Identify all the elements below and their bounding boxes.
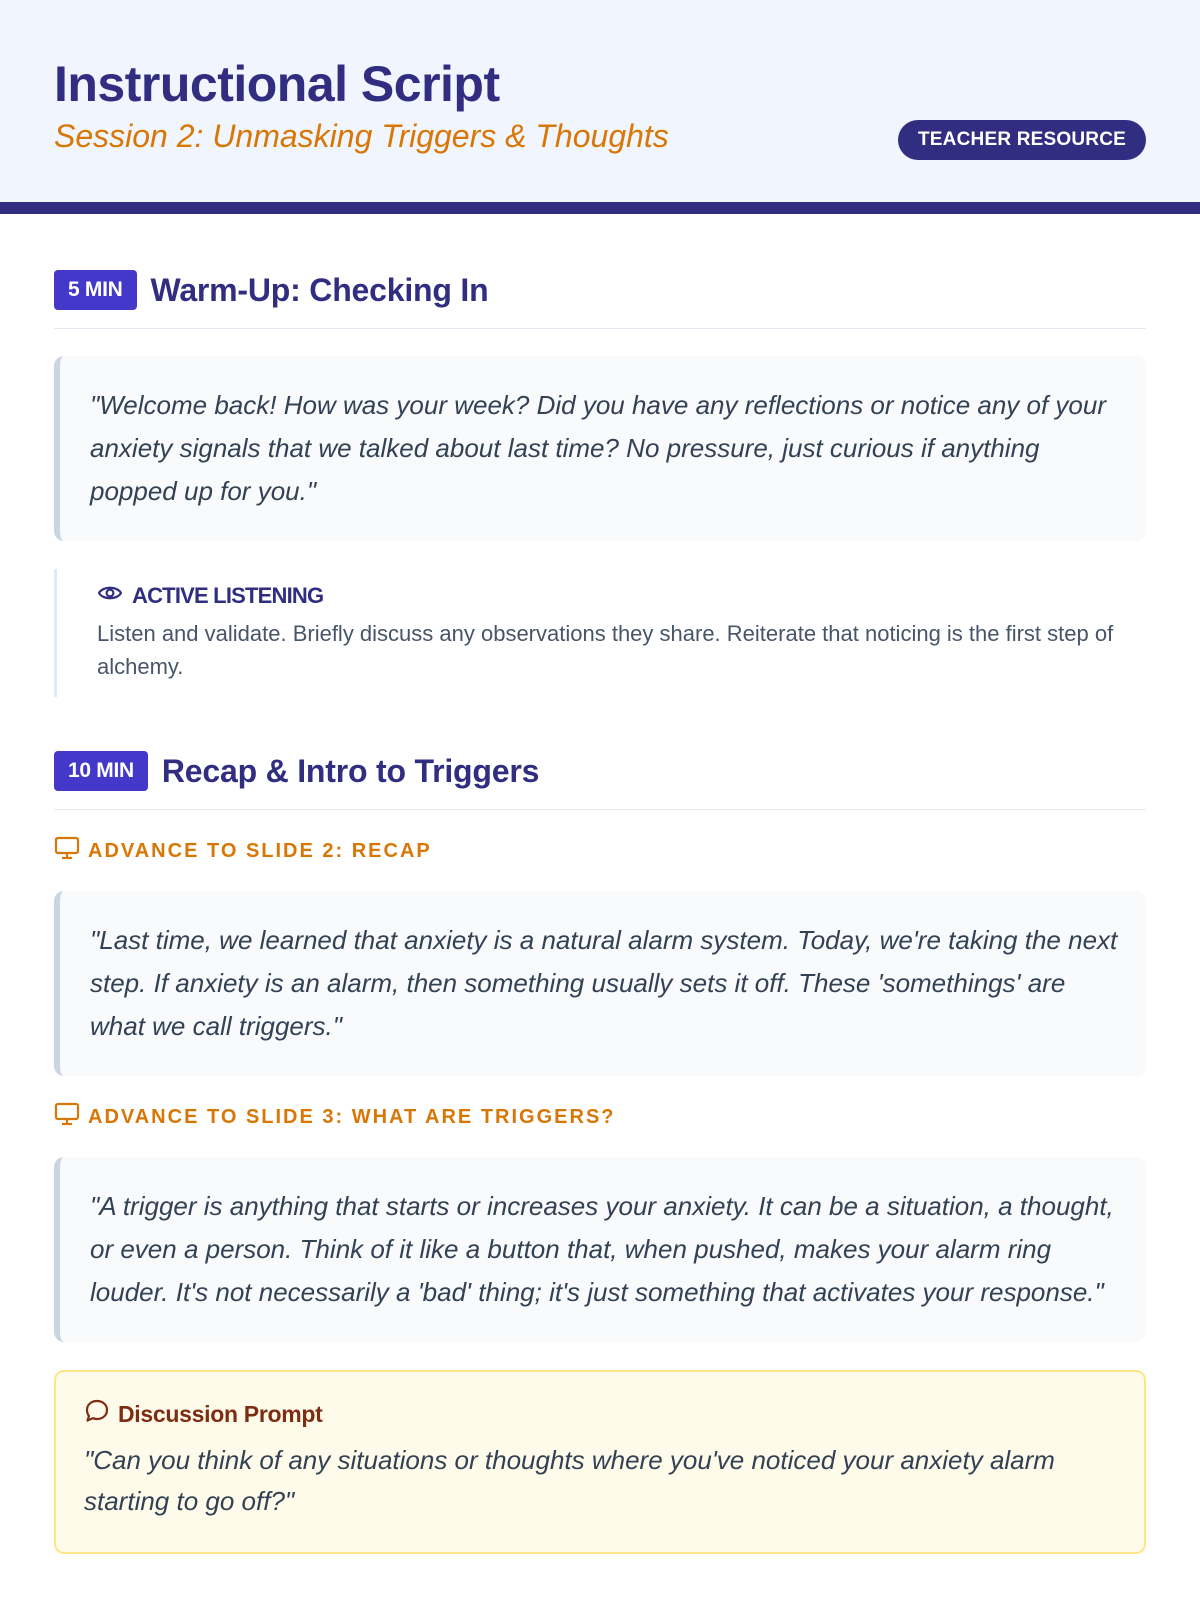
section-heading-recap [54,751,1146,810]
script-quote: "Welcome back! How was your week? Did you have any reflections or notice any of your anxiety signals that we talked about last time? No pressure, just curious if anything popped up for you." [54,356,1146,541]
prompt-text: "Can you think of any situations or thoughts where you've noticed your anxiety alarm starting to go off?" [84,1445,1055,1516]
slide-cue-2 [54,836,1146,866]
slide-cue-text: ADVANCE TO SLIDE 3: WHAT ARE TRIGGERS? [88,1105,616,1128]
teacher-resource-badge: TEACHER RESOURCE [898,120,1146,160]
note-title [97,583,1126,609]
active-listening-note [54,569,1146,697]
page-header [0,0,1200,214]
slide-cue-3 [54,1102,1146,1132]
note-title-text: ACTIVE LISTENING [132,583,324,608]
eye-icon [97,583,132,609]
discussion-prompt [54,1370,1146,1554]
prompt-title [84,1398,1116,1430]
chat-bubble-icon [84,1398,118,1430]
monitor-icon [54,836,88,866]
section-title: Recap & Intro to Triggers [161,752,540,789]
section-title: Warm-Up: Checking In [150,271,489,308]
slide-cue-text: ADVANCE TO SLIDE 2: RECAP [88,839,432,862]
section-heading-warm-up [54,270,1146,329]
time-badge: 10 MIN [54,751,148,791]
prompt-title-text: Discussion Prompt [118,1400,323,1427]
page-title: Instructional Script [54,56,500,112]
script-quote: "Last time, we learned that anxiety is a natural alarm system. Today, we're taking the next step. If anxiety is an alarm, then something usually sets it off. These 'somethings' are what we call triggers." [54,891,1146,1076]
time-badge: 5 MIN [54,270,137,310]
note-text: Listen and validate. Briefly discuss any observations they share. Reiterate that noticing is the first step of alchemy. [97,621,1114,679]
monitor-icon [54,1102,88,1132]
script-content [0,270,1200,1554]
session-subtitle: Session 2: Unmasking Triggers & Thoughts [54,118,669,154]
script-quote: "A trigger is anything that starts or increases your anxiety. It can be a situation, a thought, or even a person. Think of it like a button that, when pushed, makes your alarm ring louder. It's not necessarily a 'bad' thing; it's just something that activates your response." [54,1157,1146,1342]
